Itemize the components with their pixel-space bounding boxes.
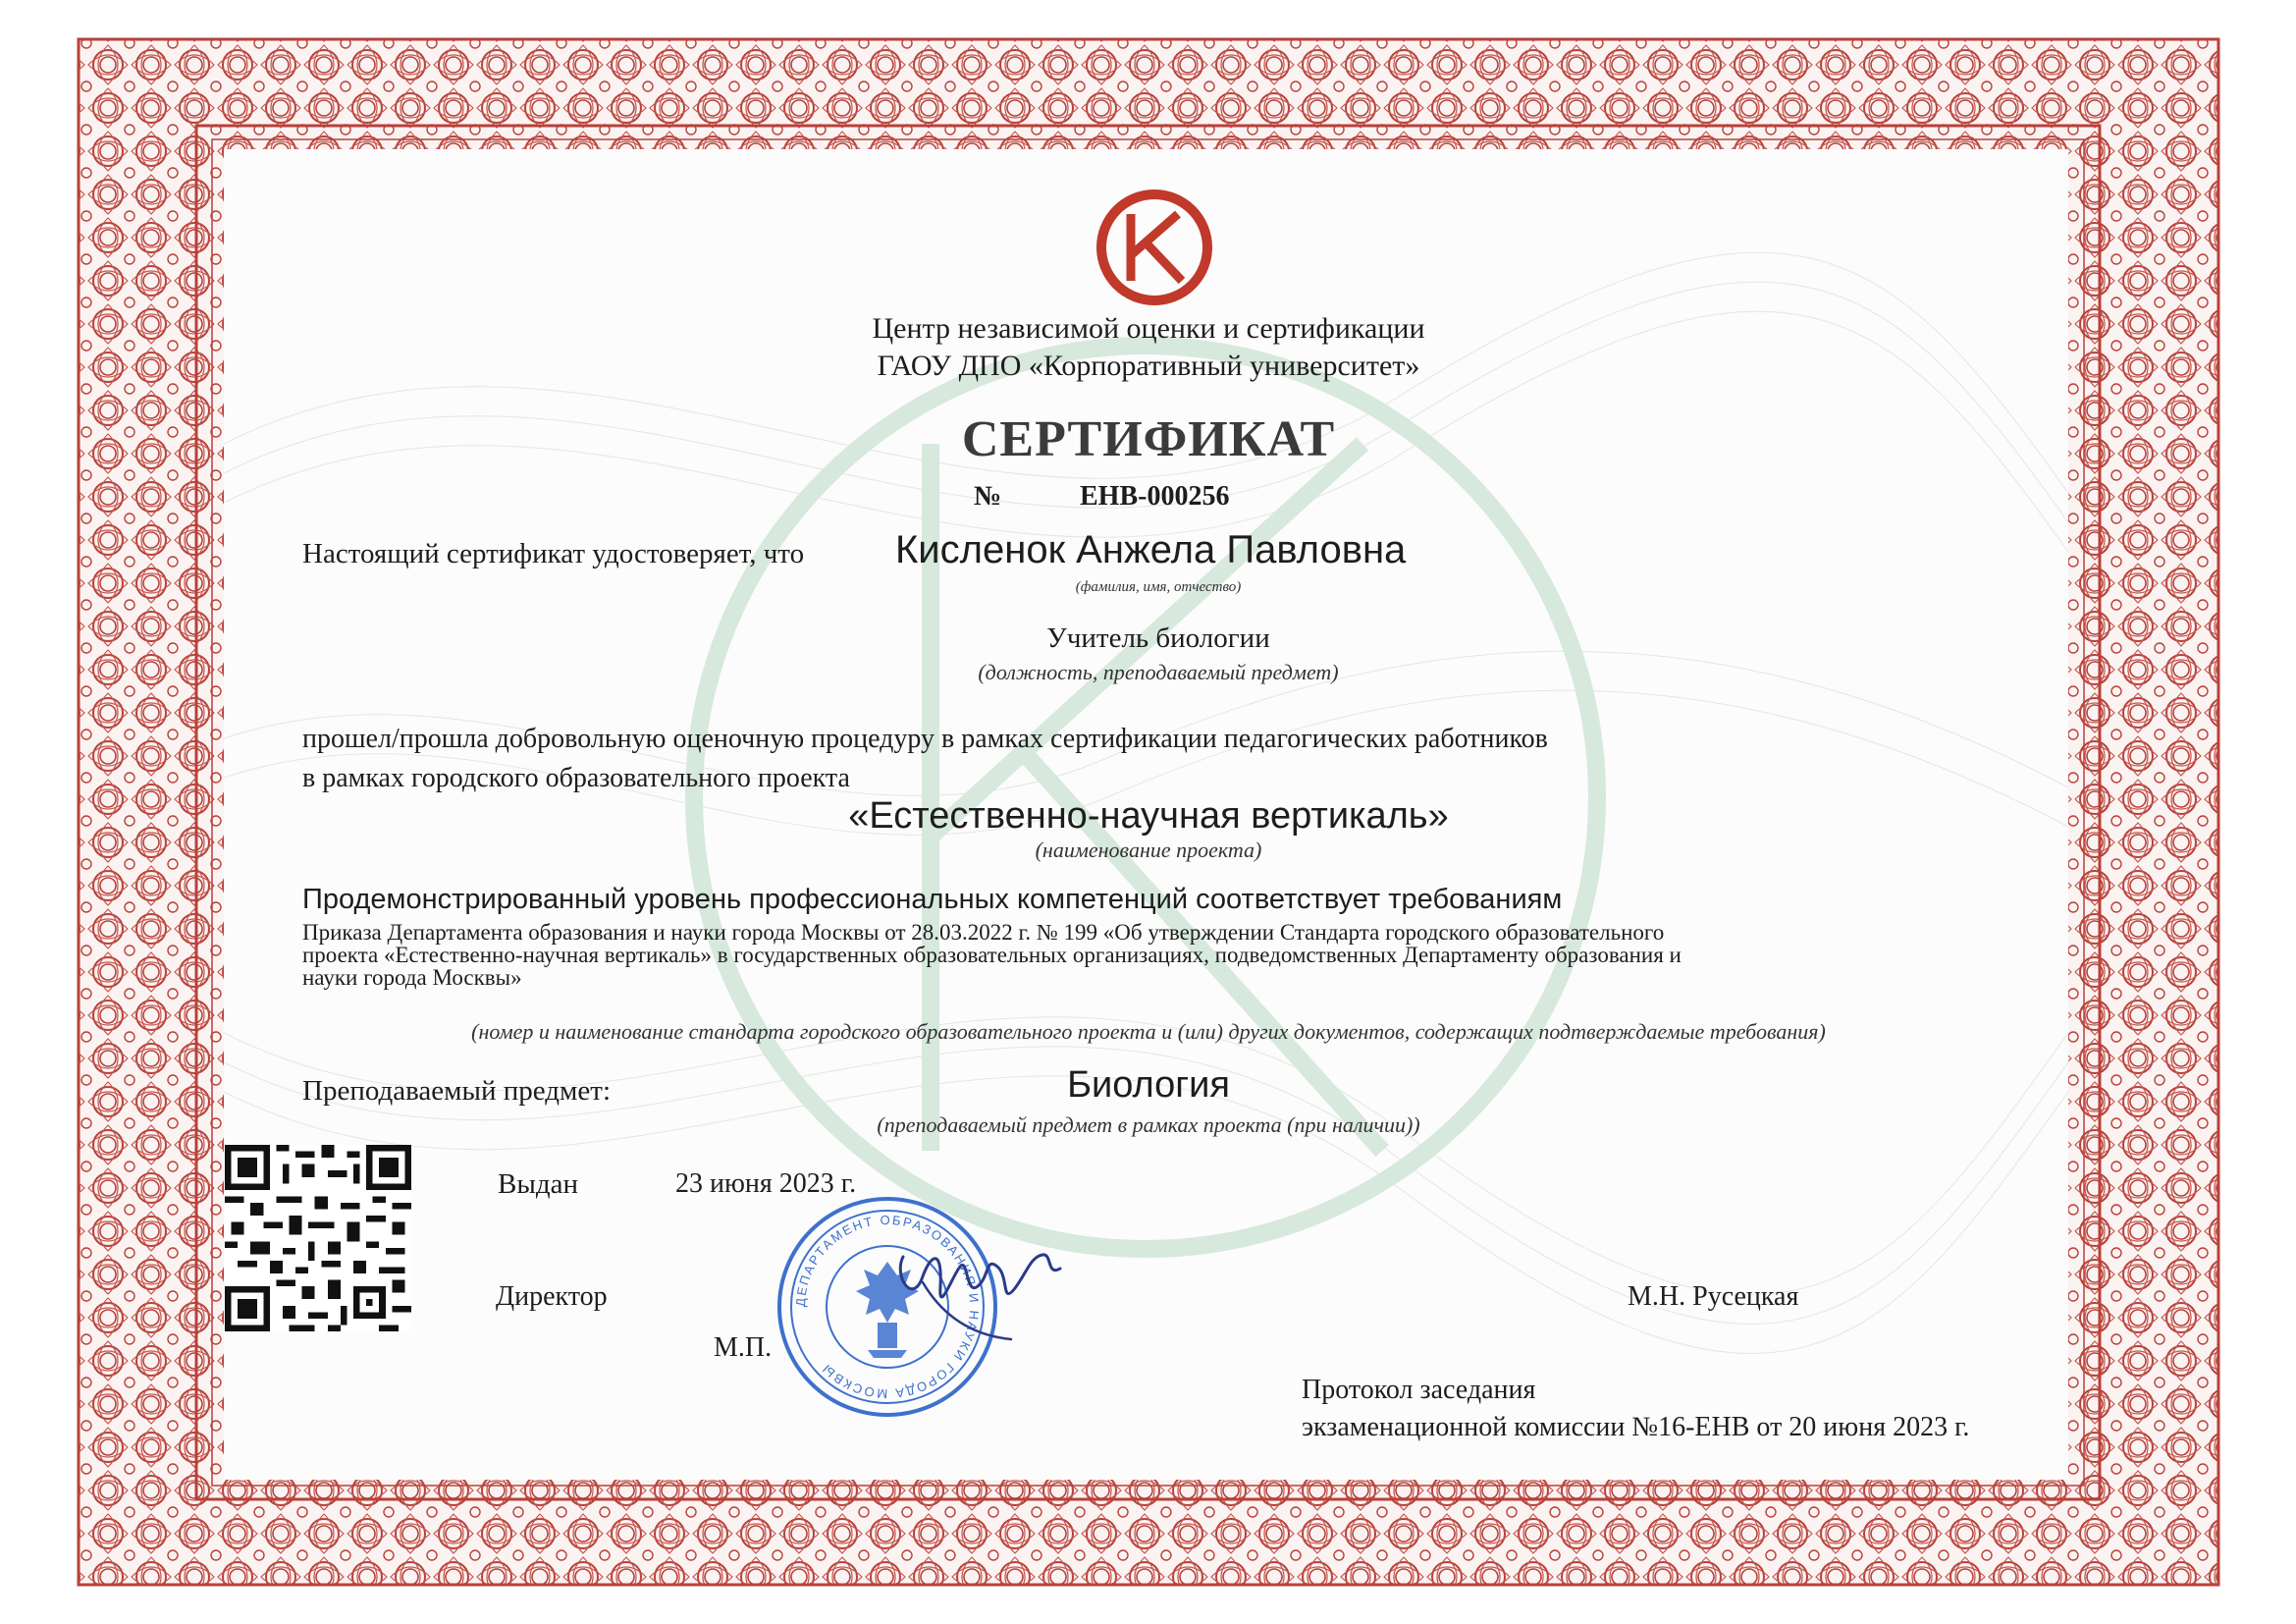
- holder-intro: Настоящий сертификат удостоверяет, что: [302, 538, 805, 569]
- subject-hint: (преподаваемый предмет в рамках проекта (при наличии)): [877, 1112, 1420, 1137]
- project-name-hint: (наименование проекта): [1035, 838, 1262, 862]
- holder-position: Учитель биологии: [1046, 623, 1270, 654]
- subject-value: Биология: [1067, 1064, 1230, 1106]
- statement-line2: в рамках городского образовательного проекта: [302, 763, 850, 793]
- holder-position-hint: (должность, преподаваемый предмет): [978, 660, 1339, 684]
- organization-name-line2: ГАОУ ДПО «Корпоративный университет»: [877, 350, 1420, 382]
- order-text-line2: проекта «Естественно-научная вертикаль» в государственных образовательных организациях, подведомственных Департаменту образования и: [302, 943, 1682, 967]
- director-name: М.Н. Русецкая: [1628, 1281, 1799, 1312]
- protocol-line2: экзаменационной комиссии №16-ЕНВ от 20 июня 2023 г.: [1302, 1412, 1970, 1442]
- certificate-number-label: №: [974, 481, 1002, 512]
- director-signature-icon: [883, 1218, 1080, 1345]
- standard-hint: (номер и наименование стандарта городского образовательного проекта и (или) других документов, содержащих подтверждаемые требования): [471, 1019, 1826, 1044]
- certificate-number: ЕНВ-000256: [1080, 481, 1230, 512]
- statement-line1: прошел/прошла добровольную оценочную процедуру в рамках сертификации педагогических работников: [302, 724, 1548, 754]
- holder-name-hint: (фамилия, имя, отчество): [1075, 579, 1242, 595]
- seal-text: ДЕПАРТАМЕНТ ОБРАЗОВАНИЯ И НАУКИ ГОРОДА МОСКВЫ: [792, 1212, 983, 1402]
- issued-date: 23 июня 2023 г.: [675, 1168, 857, 1199]
- holder-name: Кисленок Анжела Павловна: [895, 528, 1407, 571]
- protocol-line1: Протокол заседания: [1302, 1375, 1536, 1405]
- issued-label: Выдан: [498, 1168, 578, 1200]
- qr-code-icon: [225, 1145, 411, 1331]
- director-label: Директор: [496, 1281, 608, 1312]
- document-title: СЕРТИФИКАТ: [961, 411, 1336, 467]
- order-text-line1: Приказа Департамента образования и науки города Москвы от 28.03.2022 г. № 199 «Об утверждении Стандарта городского образовательного: [302, 920, 1665, 945]
- stamp-label: М.П.: [714, 1332, 773, 1363]
- organization-logo-icon: [1092, 185, 1217, 310]
- project-name: «Естественно-научная вертикаль»: [848, 795, 1449, 837]
- organization-name-line1: Центр независимой оценки и сертификации: [872, 312, 1425, 345]
- subject-label: Преподаваемый предмет:: [302, 1075, 612, 1107]
- order-text-line3: науки города Москвы»: [302, 965, 522, 990]
- competence-level-statement: Продемонстрированный уровень профессиональных компетенций соответствует требованиям: [302, 884, 1563, 915]
